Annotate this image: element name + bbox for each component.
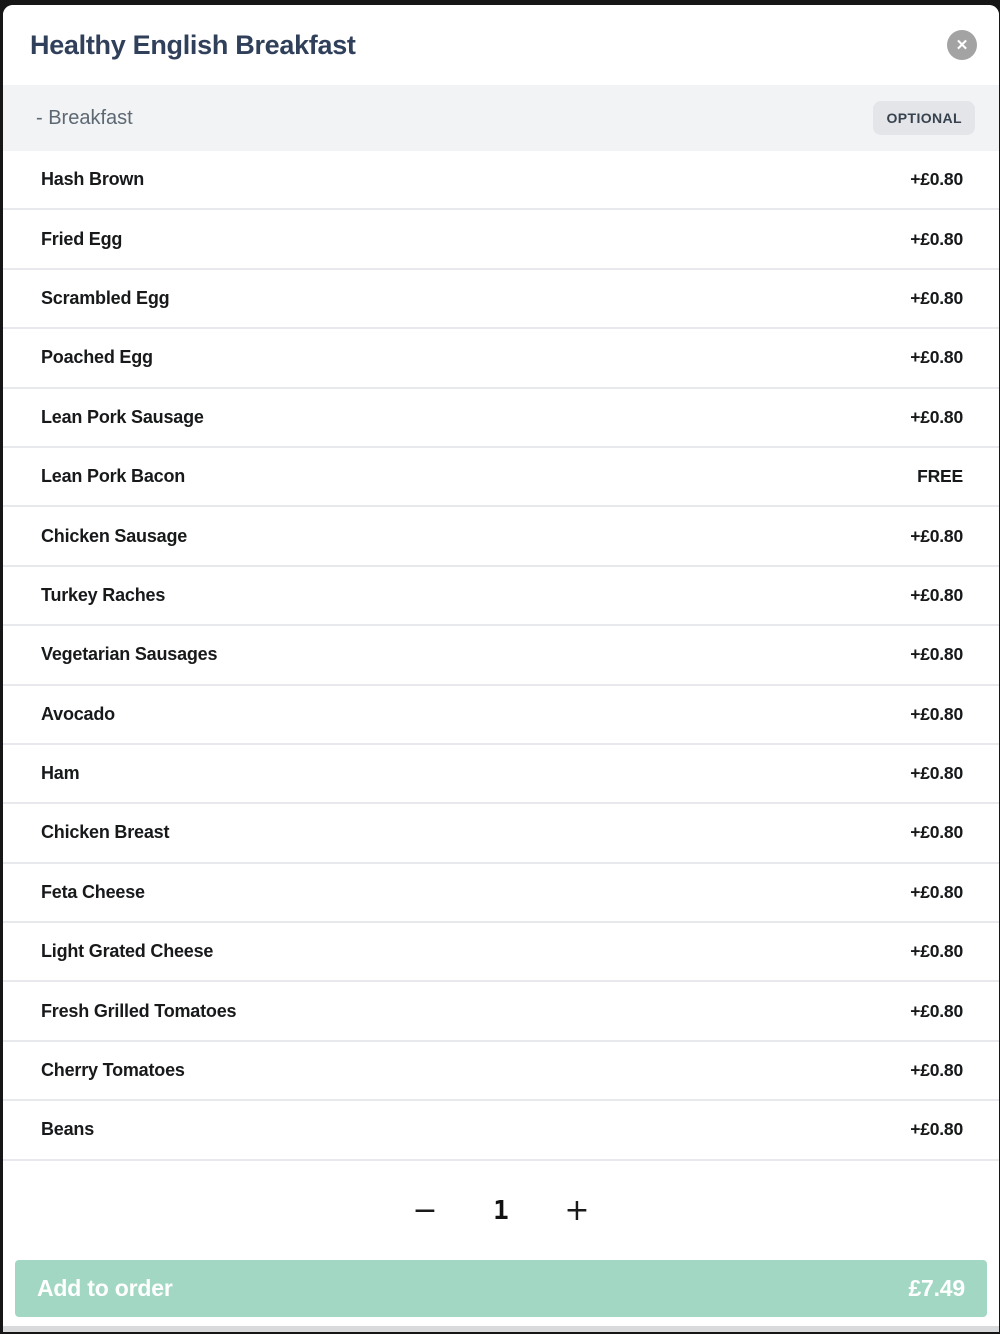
add-to-order-label: Add to order [37, 1275, 173, 1301]
option-price: +£0.80 [910, 941, 963, 962]
option-name: Scrambled Egg [41, 287, 170, 308]
option-price: +£0.80 [910, 1000, 963, 1021]
option-price: +£0.80 [910, 1060, 963, 1081]
option-name: Beans [41, 1119, 95, 1140]
option-price: +£0.80 [910, 703, 963, 724]
option-name: Hash Brown [41, 169, 145, 190]
option-row[interactable] [3, 923, 999, 982]
modal-footer [3, 1162, 999, 1332]
modal-header [3, 5, 999, 85]
add-to-order-button[interactable] [15, 1260, 987, 1317]
option-name: Chicken Sausage [41, 525, 188, 546]
option-name: Feta Cheese [41, 881, 145, 902]
option-row[interactable] [3, 1101, 999, 1160]
option-row[interactable] [3, 448, 999, 507]
option-name: Fried Egg [41, 228, 123, 249]
option-name: Lean Pork Bacon [41, 466, 186, 487]
page-title: Healthy English Breakfast [30, 29, 356, 60]
option-name: Chicken Breast [41, 822, 170, 843]
option-row[interactable] [3, 864, 999, 923]
option-price: +£0.80 [910, 347, 963, 368]
option-price: +£0.80 [910, 822, 963, 843]
option-price: +£0.80 [910, 169, 963, 190]
option-price: +£0.80 [910, 644, 963, 665]
option-price: +£0.80 [910, 1119, 963, 1140]
option-name: Lean Pork Sausage [41, 406, 204, 427]
bottom-bar [3, 1326, 999, 1332]
section-label: - Breakfast [36, 106, 133, 129]
option-row[interactable] [3, 389, 999, 448]
section-header [3, 85, 999, 151]
options-list [3, 151, 999, 1162]
minus-icon: − [412, 1193, 438, 1228]
optional-badge: OPTIONAL [873, 101, 975, 135]
increase-quantity-button[interactable] [555, 1189, 599, 1233]
option-row[interactable] [3, 982, 999, 1041]
option-row[interactable] [3, 567, 999, 626]
option-name: Poached Egg [41, 347, 153, 368]
option-price: +£0.80 [910, 584, 963, 605]
quantity-value: 1 [493, 1196, 509, 1226]
option-name: Cherry Tomatoes [41, 1060, 185, 1081]
option-name: Vegetarian Sausages [41, 644, 218, 665]
option-row[interactable] [3, 626, 999, 685]
option-row[interactable] [3, 270, 999, 329]
option-price: +£0.80 [910, 406, 963, 427]
option-row[interactable] [3, 151, 999, 210]
option-row[interactable] [3, 507, 999, 566]
option-price: +£0.80 [910, 228, 963, 249]
close-icon: ✕ [955, 36, 969, 54]
close-button[interactable] [947, 30, 977, 60]
option-row[interactable] [3, 804, 999, 863]
order-total: £7.49 [908, 1275, 965, 1301]
quantity-stepper [3, 1162, 999, 1260]
option-row[interactable] [3, 1042, 999, 1101]
option-price: +£0.80 [910, 881, 963, 902]
option-price: +£0.80 [910, 287, 963, 308]
item-options-modal [3, 5, 999, 1332]
option-name: Ham [41, 763, 80, 784]
plus-icon: + [564, 1193, 590, 1228]
option-row[interactable] [3, 745, 999, 804]
option-row[interactable] [3, 686, 999, 745]
option-name: Turkey Raches [41, 584, 166, 605]
decrease-quantity-button[interactable] [403, 1189, 447, 1233]
option-name: Light Grated Cheese [41, 941, 214, 962]
option-row[interactable] [3, 210, 999, 269]
option-price: +£0.80 [910, 763, 963, 784]
option-row[interactable] [3, 329, 999, 388]
option-name: Avocado [41, 703, 115, 724]
option-price: FREE [917, 466, 963, 487]
option-name: Fresh Grilled Tomatoes [41, 1000, 237, 1021]
option-price: +£0.80 [910, 525, 963, 546]
footer-spacer [3, 1317, 999, 1326]
